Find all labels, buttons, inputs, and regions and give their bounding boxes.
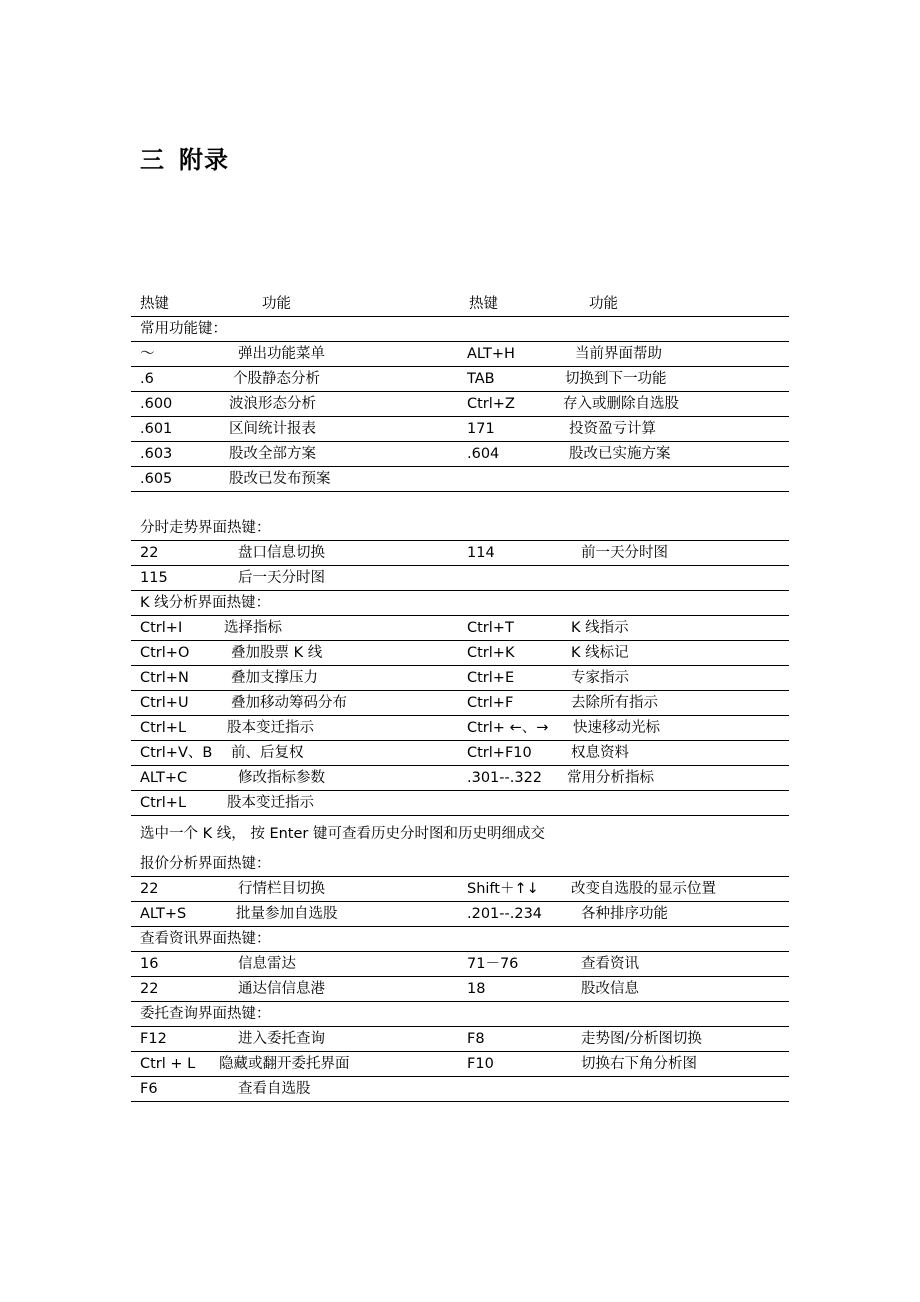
table-row <box>131 566 789 591</box>
section-label: 委托查询界面热键： <box>140 1006 271 1022</box>
function-cell: 专家指示 <box>571 670 629 686</box>
table-row <box>131 1027 789 1052</box>
function-cell: 前一天分时图 <box>581 545 668 561</box>
table-row <box>131 367 789 392</box>
function-cell: 通达信信息港 <box>238 981 325 997</box>
section-label: K 线分析界面热键： <box>140 595 271 611</box>
section-heading <box>131 516 789 541</box>
table-row <box>131 1077 789 1102</box>
hotkey-cell: .603 <box>140 446 173 462</box>
hotkey-table <box>131 292 789 1102</box>
function-cell: K 线标记 <box>571 645 629 661</box>
hotkey-cell: .301--.322 <box>467 770 543 786</box>
table-row <box>131 791 789 816</box>
function-cell: 个股静态分析 <box>233 371 320 387</box>
section-label: 报价分析界面热键： <box>140 856 271 872</box>
hotkey-cell: F6 <box>140 1081 158 1097</box>
hotkey-cell: 18 <box>467 981 486 997</box>
table-row <box>131 442 789 467</box>
header-function-1: 功能 <box>262 296 291 312</box>
note-row <box>131 816 789 852</box>
function-cell: 叠加支撑压力 <box>231 670 318 686</box>
table-row <box>131 691 789 716</box>
header-hotkey-2: 热键 <box>469 296 498 312</box>
hotkey-cell: Ctrl+E <box>467 670 515 686</box>
table-row <box>131 342 789 367</box>
function-cell: 常用分析指标 <box>567 770 654 786</box>
hotkey-cell: F10 <box>467 1056 494 1072</box>
function-cell: 当前界面帮助 <box>575 346 662 362</box>
function-cell: 股改信息 <box>581 981 639 997</box>
hotkey-cell: F8 <box>467 1031 485 1047</box>
hotkey-cell: Ctrl+T <box>467 620 514 636</box>
table-row <box>131 541 789 566</box>
hotkey-cell: Ctrl+O <box>140 645 190 661</box>
function-cell: 盘口信息切换 <box>238 545 325 561</box>
function-cell: 选择指标 <box>224 620 282 636</box>
hotkey-cell: ALT+H <box>467 346 515 362</box>
hotkey-cell: Shift＋↑↓ <box>467 881 539 897</box>
section-label: 查看资讯界面热键： <box>140 931 271 947</box>
hotkey-cell: Ctrl+N <box>140 670 189 686</box>
function-cell: 股改已实施方案 <box>569 446 671 462</box>
table-row <box>131 417 789 442</box>
hotkey-cell: 22 <box>140 545 159 561</box>
function-cell: 股本变迁指示 <box>227 720 314 736</box>
function-cell: 信息雷达 <box>238 956 296 972</box>
table-row <box>131 641 789 666</box>
function-cell: 查看资讯 <box>581 956 639 972</box>
header-hotkey-1: 热键 <box>140 296 169 312</box>
function-cell: 叠加移动筹码分布 <box>231 695 347 711</box>
hotkey-cell: Ctrl+Z <box>467 396 515 412</box>
function-cell: 叠加股票 K 线 <box>231 645 323 661</box>
function-cell: 前、后复权 <box>231 745 304 761</box>
hotkey-cell: .604 <box>467 446 500 462</box>
function-cell: 改变自选股的显示位置 <box>571 881 716 897</box>
table-header <box>131 292 789 317</box>
hotkey-cell: Ctrl+U <box>140 695 189 711</box>
hotkey-cell: Ctrl+K <box>467 645 515 661</box>
hotkey-cell: Ctrl+L <box>140 720 187 736</box>
table-row <box>131 741 789 766</box>
function-cell: 权息资料 <box>571 745 629 761</box>
section-heading <box>131 591 789 616</box>
hotkey-cell: .201--.234 <box>467 906 543 922</box>
table-row <box>131 467 789 492</box>
function-cell: 查看自选股 <box>238 1081 311 1097</box>
function-cell: 批量参加自选股 <box>236 906 338 922</box>
function-cell: 区间统计报表 <box>229 421 316 437</box>
table-row <box>131 666 789 691</box>
function-cell: 切换右下角分析图 <box>581 1056 697 1072</box>
function-cell: 切换到下一功能 <box>565 371 667 387</box>
title-text: 附录 <box>179 146 229 174</box>
section-label: 常用功能键： <box>140 321 227 337</box>
function-cell: 走势图/分析图切换 <box>581 1031 702 1047</box>
hotkey-cell: TAB <box>467 371 495 387</box>
hotkey-cell: .605 <box>140 471 173 487</box>
function-cell: 修改指标参数 <box>238 770 325 786</box>
hotkey-cell: .601 <box>140 421 173 437</box>
hotkey-cell: Ctrl+F10 <box>467 745 532 761</box>
title-number: 三 <box>140 146 165 174</box>
hotkey-cell: .6 <box>140 371 154 387</box>
hotkey-cell: Ctrl + L <box>140 1056 196 1072</box>
hotkey-cell: ～ <box>140 346 155 362</box>
hotkey-cell: 115 <box>140 570 168 586</box>
hotkey-cell: ALT+S <box>140 906 187 922</box>
table-row <box>131 877 789 902</box>
hotkey-cell: 16 <box>140 956 159 972</box>
section-heading <box>131 927 789 952</box>
hotkey-cell: 71－76 <box>467 956 519 972</box>
hotkey-cell: Ctrl+I <box>140 620 183 636</box>
hotkey-cell: 22 <box>140 881 159 897</box>
function-cell: 存入或删除自选股 <box>563 396 679 412</box>
table-row <box>131 1052 789 1077</box>
appendix-title <box>140 140 229 175</box>
function-cell: 行情栏目切换 <box>238 881 325 897</box>
function-cell: 快速移动光标 <box>573 720 660 736</box>
function-cell: 后一天分时图 <box>238 570 325 586</box>
table-row <box>131 977 789 1002</box>
function-cell: 投资盈亏计算 <box>569 421 656 437</box>
section-label: 分时走势界面热键： <box>140 520 271 536</box>
function-cell: K 线指示 <box>571 620 629 636</box>
note-text: 选中一个 K 线， 按 Enter 键可查看历史分时图和历史明细成交 <box>140 826 545 842</box>
hotkey-cell: Ctrl+V、B <box>140 745 213 761</box>
hotkey-cell: 22 <box>140 981 159 997</box>
hotkey-cell: 171 <box>467 421 495 437</box>
hotkey-cell: Ctrl+ ←、→ <box>467 720 549 736</box>
table-row <box>131 392 789 417</box>
section-heading <box>131 1002 789 1027</box>
function-cell: 股改已发布预案 <box>229 471 331 487</box>
function-cell: 股本变迁指示 <box>227 795 314 811</box>
hotkey-cell: 114 <box>467 545 495 561</box>
section-heading <box>131 317 789 342</box>
hotkey-cell: F12 <box>140 1031 167 1047</box>
function-cell: 弹出功能菜单 <box>238 346 325 362</box>
function-cell: 进入委托查询 <box>238 1031 325 1047</box>
hotkey-cell: .600 <box>140 396 173 412</box>
table-row <box>131 616 789 641</box>
function-cell: 股改全部方案 <box>229 446 316 462</box>
table-row <box>131 902 789 927</box>
hotkey-cell: Ctrl+L <box>140 795 187 811</box>
function-cell: 隐藏或翻开委托界面 <box>219 1056 350 1072</box>
function-cell: 去除所有指示 <box>571 695 658 711</box>
hotkey-cell: ALT+C <box>140 770 188 786</box>
header-function-2: 功能 <box>589 296 618 312</box>
hotkey-cell: Ctrl+F <box>467 695 514 711</box>
table-row <box>131 766 789 791</box>
section-heading <box>131 852 789 877</box>
function-cell: 各种排序功能 <box>581 906 668 922</box>
table-row <box>131 716 789 741</box>
function-cell: 波浪形态分析 <box>229 396 316 412</box>
table-row <box>131 952 789 977</box>
